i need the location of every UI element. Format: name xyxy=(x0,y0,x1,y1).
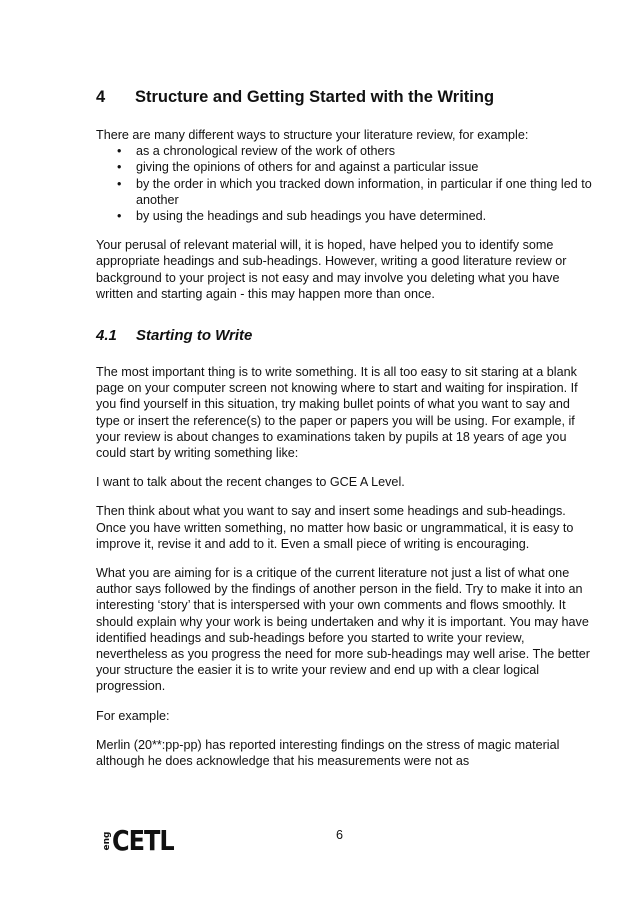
paragraph: Then think about what you want to say and insert some headings and sub-headings. Once you have written something, no matter how basic or ungrammatical, it is easy to improve it, revise it and add to it. Even a small piece of writing is encouraging. xyxy=(96,504,574,551)
subsection-title: Starting to Write xyxy=(136,327,253,345)
intro-paragraph: There are many different ways to structure your literature review, for example: xyxy=(96,128,529,142)
list-item: • by the order in which you tracked down information, in particular if one thing led to another xyxy=(136,176,592,208)
page-footer xyxy=(0,820,638,860)
logo-main-text: CETL xyxy=(112,824,174,858)
subsection-heading xyxy=(96,327,592,344)
paragraph: For example: xyxy=(96,708,170,723)
paragraph: The most important thing is to write something. It is all too easy to sit staring at a blank page on your computer screen not knowing where to start and waiting for inspiration. If you find yourself in this situation, try making bullet points of what you want to say and type or insert the reference(s) to the paper or papers you will be using. For example, if your review is about changes to examinations taken by pupils at 18 years of age you could start by writing something like: xyxy=(96,365,578,461)
paragraph: Your perusal of relevant material will, it is hoped, have helped you to identify some appropriate headings and sub-headings. However, writing a good literature review or background to your project is not easy and may involve you deleting what you have written and starting again - this may happen more than once. xyxy=(96,238,567,301)
section-title: Structure and Getting Started with the Writing xyxy=(135,88,495,106)
paragraph: Merlin (20**:pp-pp) has reported interesting findings on the stress of magic material although he does acknowledge that his measurements were not as xyxy=(96,737,560,769)
list-item: • by using the headings and sub headings you have determined. xyxy=(136,208,592,224)
logo-small-text: eng xyxy=(102,831,112,851)
example-sentence: I want to talk about the recent changes to GCE A Level. xyxy=(96,475,405,490)
document-body xyxy=(96,88,592,782)
section-number: 4 xyxy=(96,88,106,106)
page-number: 6 xyxy=(336,828,344,842)
structure-list xyxy=(96,143,592,224)
subsection-number: 4.1 xyxy=(96,327,117,345)
list-item: • giving the opinions of others for and against a particular issue xyxy=(136,159,592,175)
section-heading xyxy=(96,88,592,107)
list-item: • as a chronological review of the work of others xyxy=(136,143,592,159)
engcetl-logo xyxy=(96,826,174,856)
paragraph: What you are aiming for is a critique of the current literature not just a list of what one author says followed by the findings of another person in the field. Try to make it into an interesting ‘story’ that is interspersed with your own comments and flows smoothly. It should explain why your work is being undertaken and why it is important. You may have identified headings and sub-headings before you started to write your review, nevertheless as you progress the need for more sub-headings may well arise. The better your structure the easier it is to write your review and end up with a clear logical progression. xyxy=(96,566,590,694)
